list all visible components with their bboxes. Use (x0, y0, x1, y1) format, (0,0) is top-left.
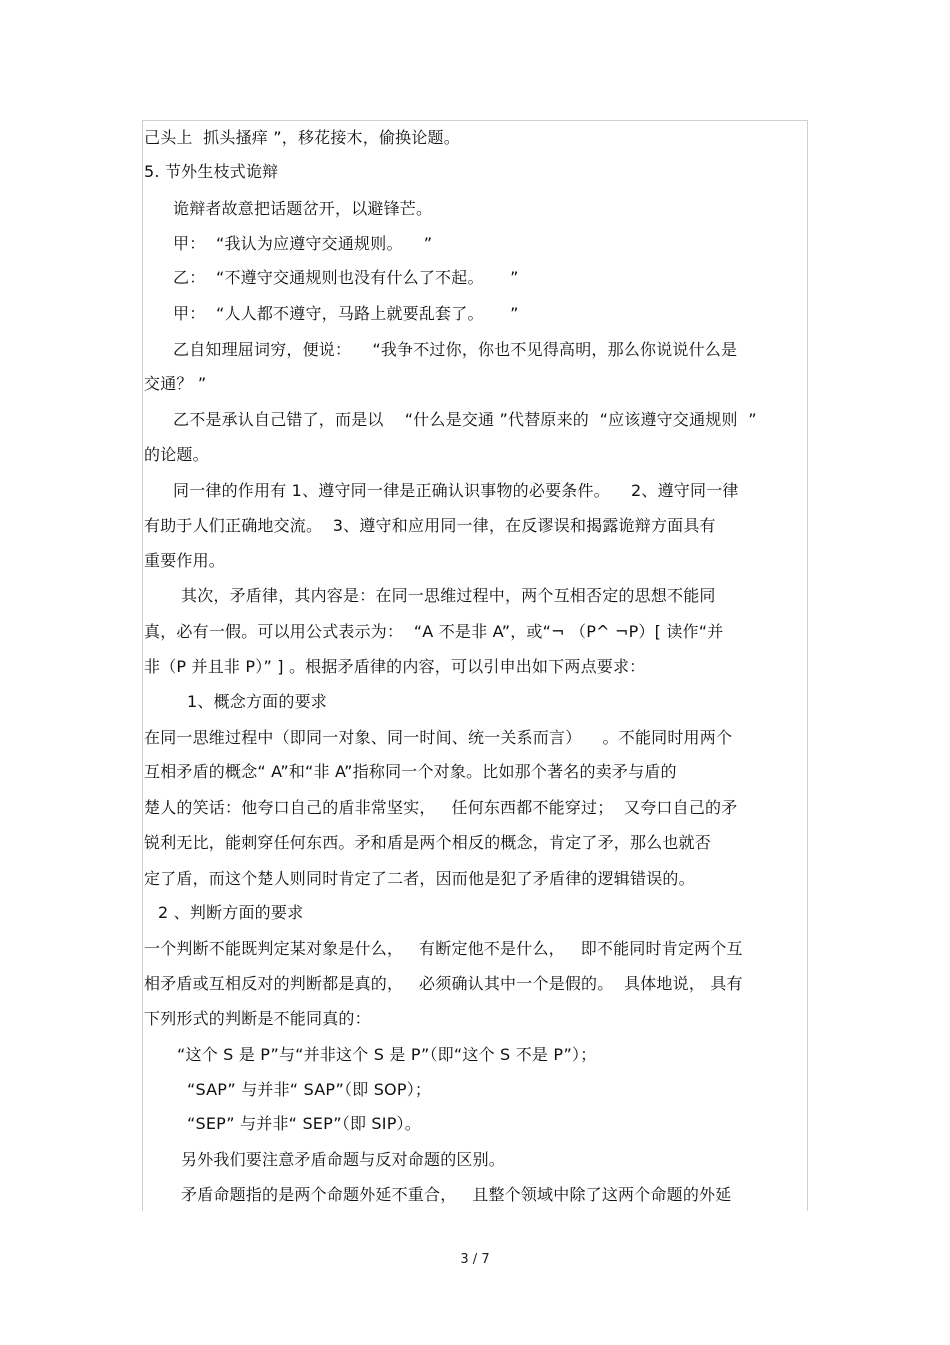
text-line-24: 一个判断不能既判定某对象是什么， 有断定他不是什么， 即不能同时肯定两个互 (144, 939, 743, 958)
text-line-1: 己头上 抓头搔痒 ”，移花接木，偷换论题。 (144, 128, 460, 147)
formula-line-1: “这个 S 是 P”与“并非这个 S 是 P”（即“这个 S 不是 P”）； (177, 1045, 597, 1064)
text-line-30: 另外我们要注意矛盾命题与反对命题的区别。 (181, 1150, 506, 1169)
subheading-concept: 1、概念方面的要求 (187, 692, 327, 711)
dialogue-line-jia-2: 甲： “人人都不遵守，马路上就要乱套了。 ” (173, 304, 519, 323)
text-line-19: 互相矛盾的概念“ A”和“非 A”指称同一个对象。比如那个著名的卖矛与盾的 (144, 762, 677, 781)
page-number: 3 / 7 (460, 1252, 490, 1267)
text-line-15: 真，必有一假。可以用公式表示为： “A 不是非 A”，或“¬ （P^ ¬P）[ 读作“并 (144, 622, 724, 641)
text-line-10: 的论题。 (144, 445, 209, 464)
text-line-22: 定了盾，而这个楚人则同时肯定了二者，因而他是犯了矛盾律的逻辑错误的。 (144, 869, 695, 888)
subheading-judgment: 2 、判断方面的要求 (158, 903, 304, 922)
text-line-21: 锐利无比，能刺穿任何东西。矛和盾是两个相反的概念，肯定了矛，那么也就否 (144, 833, 712, 852)
formula-line-2: “SAP” 与并非“ SAP”（即 SOP）； (187, 1080, 432, 1099)
text-line-31: 矛盾命题指的是两个命题外延不重合， 且整个领域中除了这两个命题的外延 (181, 1185, 732, 1204)
text-line-8: 交通？ ” (144, 374, 207, 393)
text-line-3: 诡辩者故意把话题岔开，以避锋芒。 (173, 199, 433, 218)
text-line-25: 相矛盾或互相反对的判断都是真的， 必须确认其中一个是假的。 具体地说， 具有 (144, 974, 743, 993)
text-line-13: 重要作用。 (144, 551, 226, 570)
text-line-7: 乙自知理屈词穷，便说： “我争不过你，你也不见得高明，那么你说说什么是 (173, 340, 738, 359)
text-line-20: 楚人的笑话：他夸口自己的盾非常坚实， 任何东西都不能穿过； 又夸口自己的矛 (144, 798, 738, 817)
text-line-14: 其次，矛盾律，其内容是：在同一思维过程中，两个互相否定的思想不能同 (181, 586, 716, 605)
text-line-12: 有助于人们正确地交流。 3、遵守和应用同一律，在反谬误和揭露诡辩方面具有 (144, 516, 716, 535)
text-line-9: 乙不是承认自己错了，而是以 “什么是交通 ”代替原来的 “应该遵守交通规则 ” (173, 410, 757, 429)
text-line-16: 非（P 并且非 P）” ] 。根据矛盾律的内容，可以引申出如下两点要求： (144, 657, 646, 676)
formula-line-3: “SEP” 与并非“ SEP”（即 SIP）。 (187, 1114, 421, 1133)
section-heading-5: 5. 节外生枝式诡辩 (144, 162, 279, 181)
text-line-18: 在同一思维过程中（即同一对象、同一时间、统一关系而言） 。不能同时用两个 (144, 728, 733, 747)
text-line-11: 同一律的作用有 1、遵守同一律是正确认识事物的必要条件。 2、遵守同一律 (173, 481, 739, 500)
dialogue-line-yi-1: 乙： “不遵守交通规则也没有什么了不起。 ” (173, 268, 519, 287)
dialogue-line-jia-1: 甲： “我认为应遵守交通规则。 ” (173, 234, 433, 253)
text-line-26: 下列形式的判断是不能同真的： (144, 1009, 371, 1028)
